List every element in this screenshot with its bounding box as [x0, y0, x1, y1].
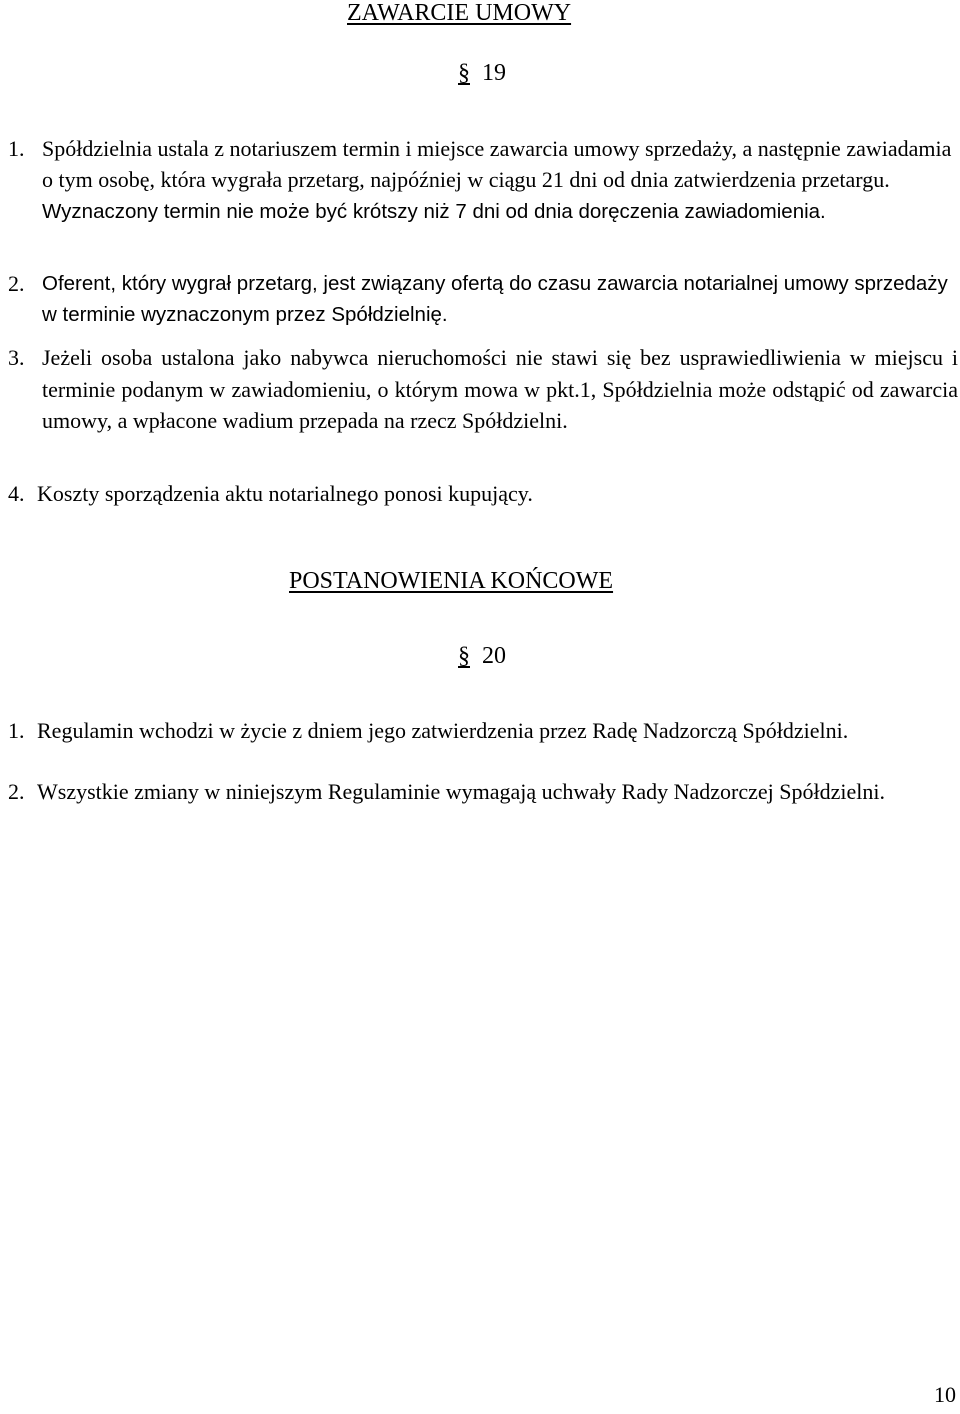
list-item-number: 3.	[8, 345, 25, 370]
final-item-2	[8, 776, 938, 807]
section-title-text: ZAWARCIE UMOWY	[347, 0, 572, 26]
section-sign-icon: §	[458, 643, 470, 669]
list-item-1	[8, 133, 958, 227]
list-item-number: 1.	[8, 136, 25, 161]
page-number: 10	[934, 1382, 956, 1407]
list-item-number: 1.	[8, 718, 25, 743]
section-sign-icon: §	[458, 60, 470, 86]
paragraph-number: 20	[482, 643, 506, 669]
list-item-number: 2.	[8, 779, 25, 804]
final-item-1	[8, 715, 908, 746]
section-title-text: POSTANOWIENIA KOŃCOWE	[289, 568, 614, 594]
list-item-4	[8, 478, 958, 509]
list-item-text: Wszystkie zmiany w niniejszym Regulaminie wymagają uchwały Rady Nadzorczej Spółdzielni.	[37, 779, 885, 804]
list-item-number: 2.	[8, 271, 25, 296]
list-item-3	[8, 342, 958, 437]
paragraph-marker-20	[458, 641, 506, 671]
list-item-text: Oferent, który wygrał przetarg, jest związany ofertą do czasu zawarcia notarialnej umowy sprzedaży w terminie wyznaczonym przez Spółdzielnię.	[42, 272, 948, 326]
section-title-postanowienia-koncowe	[289, 566, 613, 596]
list-item-2	[8, 268, 958, 330]
list-item-text: Regulamin wchodzi w życie z dniem jego zatwierdzenia przez Radę Nadzorczą Spółdzielni.	[37, 718, 849, 743]
list-item-text: Koszty sporządzenia aktu notarialnego ponosi kupujący.	[37, 481, 533, 506]
paragraph-marker-19	[458, 58, 506, 88]
section-title-zawarcie-umowy	[347, 0, 571, 28]
list-item-text: Jeżeli osoba ustalona jako nabywca nieruchomości nie stawi się bez usprawiedliwienia w miejscu i terminie podanym w zawiadomieniu, o którym mowa w pkt.1, Spółdzielnia może odstąpić od zawarcia umowy, a wpłacone wadium przepada na rzecz Spółdzielni.	[42, 345, 958, 433]
list-item-number: 4.	[8, 481, 25, 506]
list-item-text: Spółdzielnia ustala z notariuszem termin i miejsce zawarcia umowy sprzedaży, a następnie zawiadamia o tym osobę, która wygrała przetarg, najpóźniej w ciągu 21 dni od dnia zatwierdzenia przetargu.	[42, 136, 952, 192]
list-item-text-sans: Wyznaczony termin nie może być krótszy niż 7 dni od dnia doręczenia zawiadomienia.	[42, 200, 826, 223]
paragraph-number: 19	[482, 60, 506, 86]
